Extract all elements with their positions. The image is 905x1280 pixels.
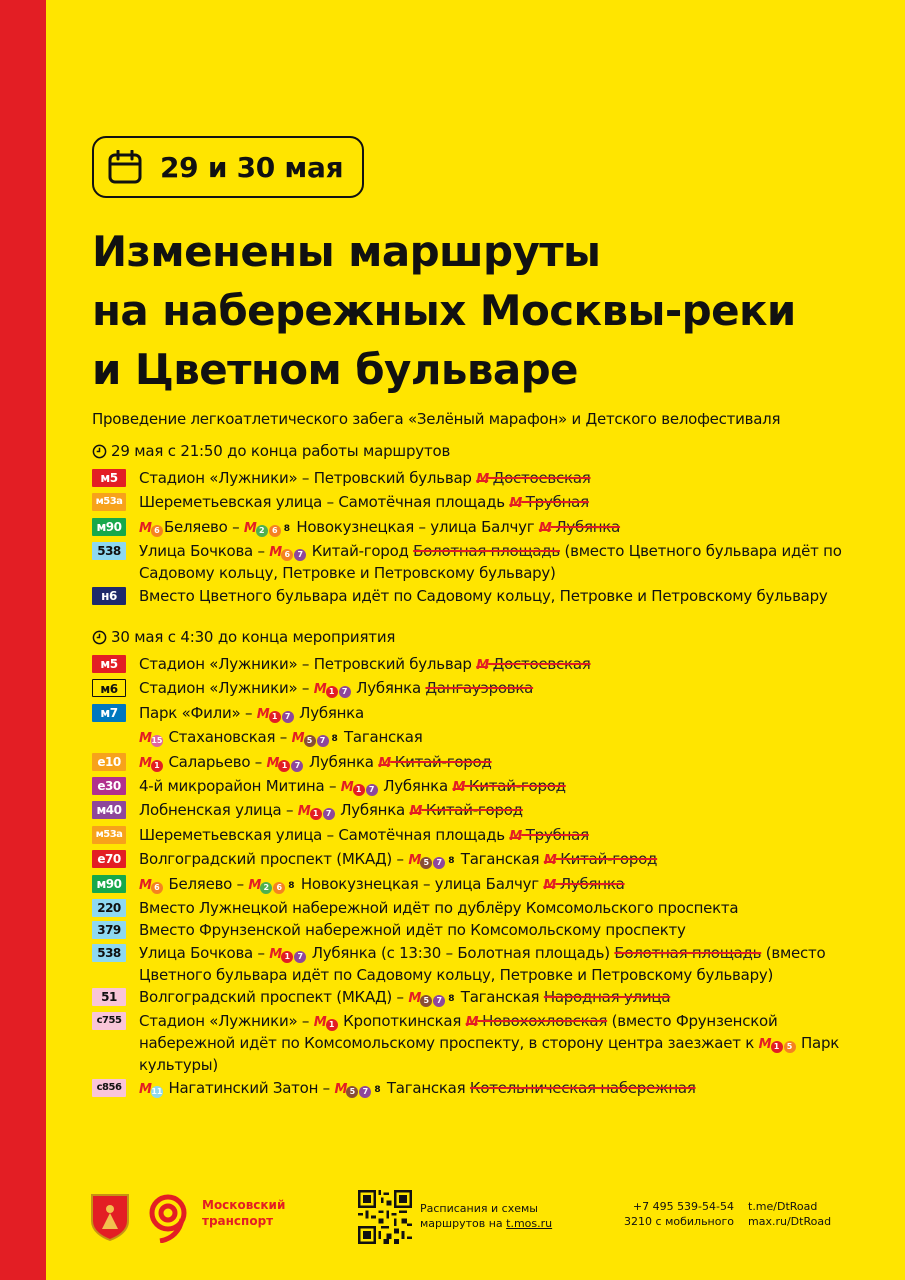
- metro-line-icon: 1: [269, 711, 281, 723]
- metro-icon: M: [408, 853, 421, 869]
- route-number-badge: м53а: [92, 493, 126, 511]
- telegram-link[interactable]: t.me/DtRoad: [748, 1200, 818, 1213]
- metro-icon: M: [243, 520, 256, 536]
- title-line-1: Изменены маршруты: [92, 227, 601, 276]
- cancelled-stop: M Трубная: [509, 493, 589, 512]
- metro-line-icon: 5: [346, 1086, 358, 1098]
- metro-icon: M: [543, 877, 556, 893]
- contact-phones: [616, 1199, 734, 1229]
- metro-line-icon: 7: [433, 857, 445, 869]
- clock-icon: [92, 630, 107, 645]
- metro-icon: M: [139, 731, 151, 747]
- section-heading: [92, 626, 872, 648]
- route-description: Вместо Фрунзенской набережной идёт по Комсомольскому проспекту: [139, 921, 686, 940]
- route-row: [92, 1011, 872, 1075]
- brand-name: Московский транспорт: [202, 1198, 286, 1228]
- metro-line-icon: 1: [281, 951, 293, 963]
- qr-code-icon[interactable]: [358, 1190, 412, 1244]
- route-row: [92, 703, 872, 725]
- metro-line-icon: 1: [326, 686, 338, 698]
- date-label: 29 и 30 мая: [160, 150, 344, 184]
- moscow-coat-of-arms-icon: [90, 1193, 130, 1241]
- metro-line-icon: 1: [771, 1041, 783, 1053]
- moscow-transport-logo-icon: [146, 1193, 192, 1243]
- calendar-icon: [108, 150, 142, 184]
- route-description: Шереметьевская улица – Самотёчная площадь M Трубная: [139, 825, 589, 844]
- metro-line-icon: 1: [151, 760, 163, 772]
- metro-line-icon: 1: [278, 760, 290, 772]
- cancelled-stop: M Достоевская: [476, 469, 591, 487]
- metro-line-icon: 7: [359, 1086, 371, 1098]
- metro-line-icon: 6: [151, 882, 163, 894]
- route-number-badge: е30: [92, 777, 126, 795]
- route-row: [92, 943, 872, 985]
- metro-line-icon: 5: [420, 995, 432, 1007]
- metro-icon: M: [256, 706, 269, 722]
- route-row: [92, 517, 872, 539]
- metro-icon: M: [758, 1037, 771, 1053]
- metro-line-icon: 8: [448, 856, 455, 867]
- metro-icon: M: [465, 1015, 478, 1031]
- metro-icon: M: [476, 472, 489, 487]
- route-description: M 1 Саларьево – M 1 7 Лубянка M Китай-город: [139, 752, 492, 771]
- tmos-link[interactable]: t.mos.ru: [506, 1217, 553, 1230]
- route-row: [92, 874, 872, 896]
- route-description: Шереметьевская улица – Самотёчная площадь M Трубная: [139, 493, 589, 512]
- metro-icon: M: [409, 804, 422, 820]
- route-description: Стадион «Лужники» – M 1 7 Лубянка Дангауэровка: [139, 679, 534, 698]
- metro-line-icon: 8: [374, 1084, 381, 1095]
- metro-icon: M: [313, 682, 326, 698]
- route-row: [92, 987, 872, 1009]
- section-heading-text: 29 мая с 21:50 до конца работы маршрутов: [111, 442, 451, 460]
- section-heading-text: 30 мая с 4:30 до конца мероприятия: [111, 628, 396, 646]
- metro-icon: M: [269, 946, 282, 962]
- route-number-badge: с755: [92, 1012, 126, 1030]
- route-description: Улица Бочкова – M 6 7 Китай-город Болотная площадь (вместо Цветного бульвара идёт по Садовому кольцу, Петровке и Петровскому бульвару): [139, 542, 842, 583]
- metro-line-icon: 15: [151, 736, 163, 746]
- metro-icon: M: [266, 755, 279, 771]
- metro-icon: M: [334, 1081, 347, 1097]
- metro-line-icon: 7: [323, 808, 335, 820]
- route-number-badge: 51: [92, 988, 126, 1006]
- cancelled-stop: Дангауэровка: [425, 679, 534, 698]
- route-row: [92, 654, 872, 676]
- schedule-info: Расписания и схемы маршрутов на t.mos.ru: [420, 1202, 553, 1230]
- metro-icon: M: [269, 545, 282, 561]
- route-number-badge: м53а: [92, 826, 126, 844]
- route-description: M15 Стахановская – M 5 7 8 Таганская: [139, 727, 872, 749]
- metro-line-icon: 7: [433, 995, 445, 1007]
- route-row: [92, 920, 872, 940]
- metro-icon: M: [378, 755, 391, 771]
- route-number-badge: м7: [92, 704, 126, 722]
- metro-line-icon: 5: [304, 735, 316, 747]
- route-description: Стадион «Лужники» – Петровский бульвар M Достоевская: [139, 469, 591, 487]
- footer: [0, 1185, 905, 1245]
- route-description: Вместо Лужнецкой набережной идёт по дублёру Комсомольского проспекта: [139, 898, 739, 917]
- metro-icon: M: [139, 520, 151, 536]
- metro-line-icon: 7: [291, 760, 303, 772]
- cancelled-stop: Народная улица: [543, 988, 671, 1007]
- route-row: [92, 776, 872, 798]
- route-description: Волгоградский проспект (МКАД) – M 5 7 8 Таганская M Китай-город: [139, 849, 872, 871]
- route-row: [92, 1078, 872, 1100]
- route-number-badge: м90: [92, 875, 126, 893]
- metro-line-icon: 7: [294, 549, 306, 561]
- route-description: Стадион «Лужники» – M 1 Кропоткинская M Новохохловская (вместо Фрунзенской набережной идёт по Комсомольскому проспекту, в сторону центра заезжает к M 1 5 Парк культуры): [139, 1012, 840, 1075]
- metro-icon: M: [509, 496, 522, 512]
- clock-icon: [92, 444, 107, 459]
- metro-line-icon: 11: [151, 1086, 163, 1096]
- metro-icon: M: [476, 658, 489, 673]
- cancelled-stop: M Китай-город: [452, 776, 566, 795]
- date-badge: [92, 136, 364, 198]
- title-line-3: и Цветном бульваре: [92, 345, 578, 394]
- cancelled-stop: M Китай-город: [543, 850, 658, 869]
- metro-icon: M: [340, 779, 353, 795]
- route-number-badge: м5: [92, 469, 126, 487]
- cancelled-stop: M Лубянка: [543, 874, 625, 893]
- metro-line-icon: 8: [288, 880, 295, 891]
- metro-line-icon: 7: [366, 784, 378, 796]
- metro-line-icon: 2: [260, 882, 272, 894]
- route-description: Улица Бочкова – M 1 7 Лубянка (с 13:30 – Болотная площадь) Болотная площадь (вместо Цветного бульвара идёт по Садовому кольцу, Петровке и Петровскому бульвару): [139, 943, 826, 984]
- metro-icon: M: [509, 828, 522, 844]
- cancelled-stop: M Китай-город: [378, 752, 492, 771]
- metro-line-icon: 5: [420, 857, 432, 869]
- red-side-stripe: [0, 0, 46, 1280]
- route-number-badge: м5: [92, 655, 126, 673]
- metro-line-icon: 7: [339, 686, 351, 698]
- metro-line-icon: 7: [282, 711, 294, 723]
- social-links: [748, 1199, 831, 1229]
- route-row: [92, 492, 872, 514]
- metro-line-icon: 6: [273, 882, 285, 894]
- metro-line-icon: 2: [256, 525, 268, 537]
- metro-icon: M: [313, 1015, 326, 1031]
- cancelled-stop: Болотная площадь: [614, 943, 762, 962]
- metro-line-icon: 1: [310, 808, 322, 820]
- route-description: Волгоградский проспект (МКАД) – M 5 7 8 Таганская Народная улица: [139, 987, 872, 1009]
- metro-icon: M: [297, 804, 310, 820]
- metro-line-icon: 6: [281, 549, 293, 561]
- route-number-badge: 379: [92, 921, 126, 939]
- route-description: Вместо Цветного бульвара идёт по Садовому кольцу, Петровке и Петровскому бульвару: [139, 586, 828, 605]
- metro-icon: M: [139, 877, 151, 893]
- cancelled-stop: M Трубная: [509, 825, 589, 844]
- metro-line-icon: 1: [353, 784, 365, 796]
- metro-line-icon: 6: [151, 525, 163, 537]
- route-row: [92, 541, 872, 583]
- route-description: M 6 Беляево – M 2 6 8 Новокузнецкая – улица Балчуг M Лубянка: [139, 874, 872, 896]
- phone-number[interactable]: +7 495 539-54-54: [632, 1200, 734, 1213]
- metro-icon: M: [291, 731, 304, 747]
- route-list: [92, 654, 872, 1100]
- cancelled-stop: Котельническая набережная: [469, 1078, 696, 1097]
- metro-icon: M: [139, 755, 151, 771]
- section-heading: [92, 440, 872, 462]
- cancelled-stop: Болотная площадь: [413, 542, 561, 561]
- metro-line-icon: 8: [331, 734, 338, 745]
- route-number-badge: [92, 728, 126, 746]
- metro-icon: M: [408, 991, 421, 1007]
- route-row: [92, 800, 872, 822]
- route-row: [92, 825, 872, 847]
- page-title: [92, 222, 796, 399]
- route-row: [92, 586, 872, 606]
- metro-icon: M: [538, 520, 551, 536]
- route-number-badge: м90: [92, 518, 126, 536]
- route-number-badge: м40: [92, 801, 126, 819]
- route-number-badge: н6: [92, 587, 126, 605]
- metro-line-icon: 7: [294, 951, 306, 963]
- short-number: 3210 с мобильного: [624, 1215, 734, 1228]
- route-row: [92, 849, 872, 871]
- cancelled-stop: M Лубянка: [538, 517, 621, 536]
- max-link[interactable]: max.ru/DtRoad: [748, 1215, 832, 1228]
- metro-icon: M: [139, 1081, 151, 1097]
- route-number-badge: е10: [92, 753, 126, 771]
- event-subtitle: Проведение легкоатлетического забега «Зелёный марафон» и Детского велофестиваля: [92, 410, 781, 428]
- route-description: 4-й микрорайон Митина – M 1 7 Лубянка M Китай-город: [139, 776, 566, 795]
- section-may-29: [92, 440, 872, 608]
- route-row: [92, 468, 872, 490]
- route-row: [92, 678, 872, 700]
- metro-icon: M: [543, 853, 556, 869]
- cancelled-stop: M Достоевская: [476, 655, 591, 673]
- metro-line-icon: 7: [317, 735, 329, 747]
- metro-line-icon: 8: [448, 994, 455, 1005]
- route-number-badge: е70: [92, 850, 126, 868]
- metro-line-icon: 8: [283, 523, 290, 534]
- route-description: M 6 Беляево – M 2 6 8 Новокузнецкая – улица Балчуг M Лубянка: [139, 517, 872, 539]
- route-row: [92, 752, 872, 774]
- section-may-30: [92, 626, 872, 1102]
- route-number-badge: 538: [92, 542, 126, 560]
- route-description: Парк «Фили» – M 1 7 Лубянка: [139, 703, 364, 722]
- cancelled-stop: M Новохохловская: [465, 1012, 608, 1031]
- route-row: [92, 727, 872, 749]
- route-number-badge: 538: [92, 944, 126, 962]
- cancelled-stop: M Китай-город: [409, 801, 523, 820]
- route-number-badge: м6: [92, 679, 126, 697]
- route-list: [92, 468, 872, 606]
- metro-line-icon: 1: [326, 1019, 338, 1031]
- title-line-2: на набережных Москвы-реки: [92, 286, 796, 335]
- route-number-badge: 220: [92, 899, 126, 917]
- route-description: Лобненская улица – M 1 7 Лубянка M Китай-город: [139, 801, 523, 820]
- metro-line-icon: 5: [784, 1041, 796, 1053]
- metro-icon: M: [452, 779, 465, 795]
- metro-line-icon: 6: [269, 525, 281, 537]
- metro-icon: M: [248, 877, 261, 893]
- route-description: Стадион «Лужники» – Петровский бульвар M Достоевская: [139, 655, 591, 673]
- route-row: [92, 898, 872, 918]
- route-description: M11 Нагатинский Затон – M 5 7 8 Таганская Котельническая набережная: [139, 1078, 872, 1100]
- route-number-badge: с856: [92, 1079, 126, 1097]
